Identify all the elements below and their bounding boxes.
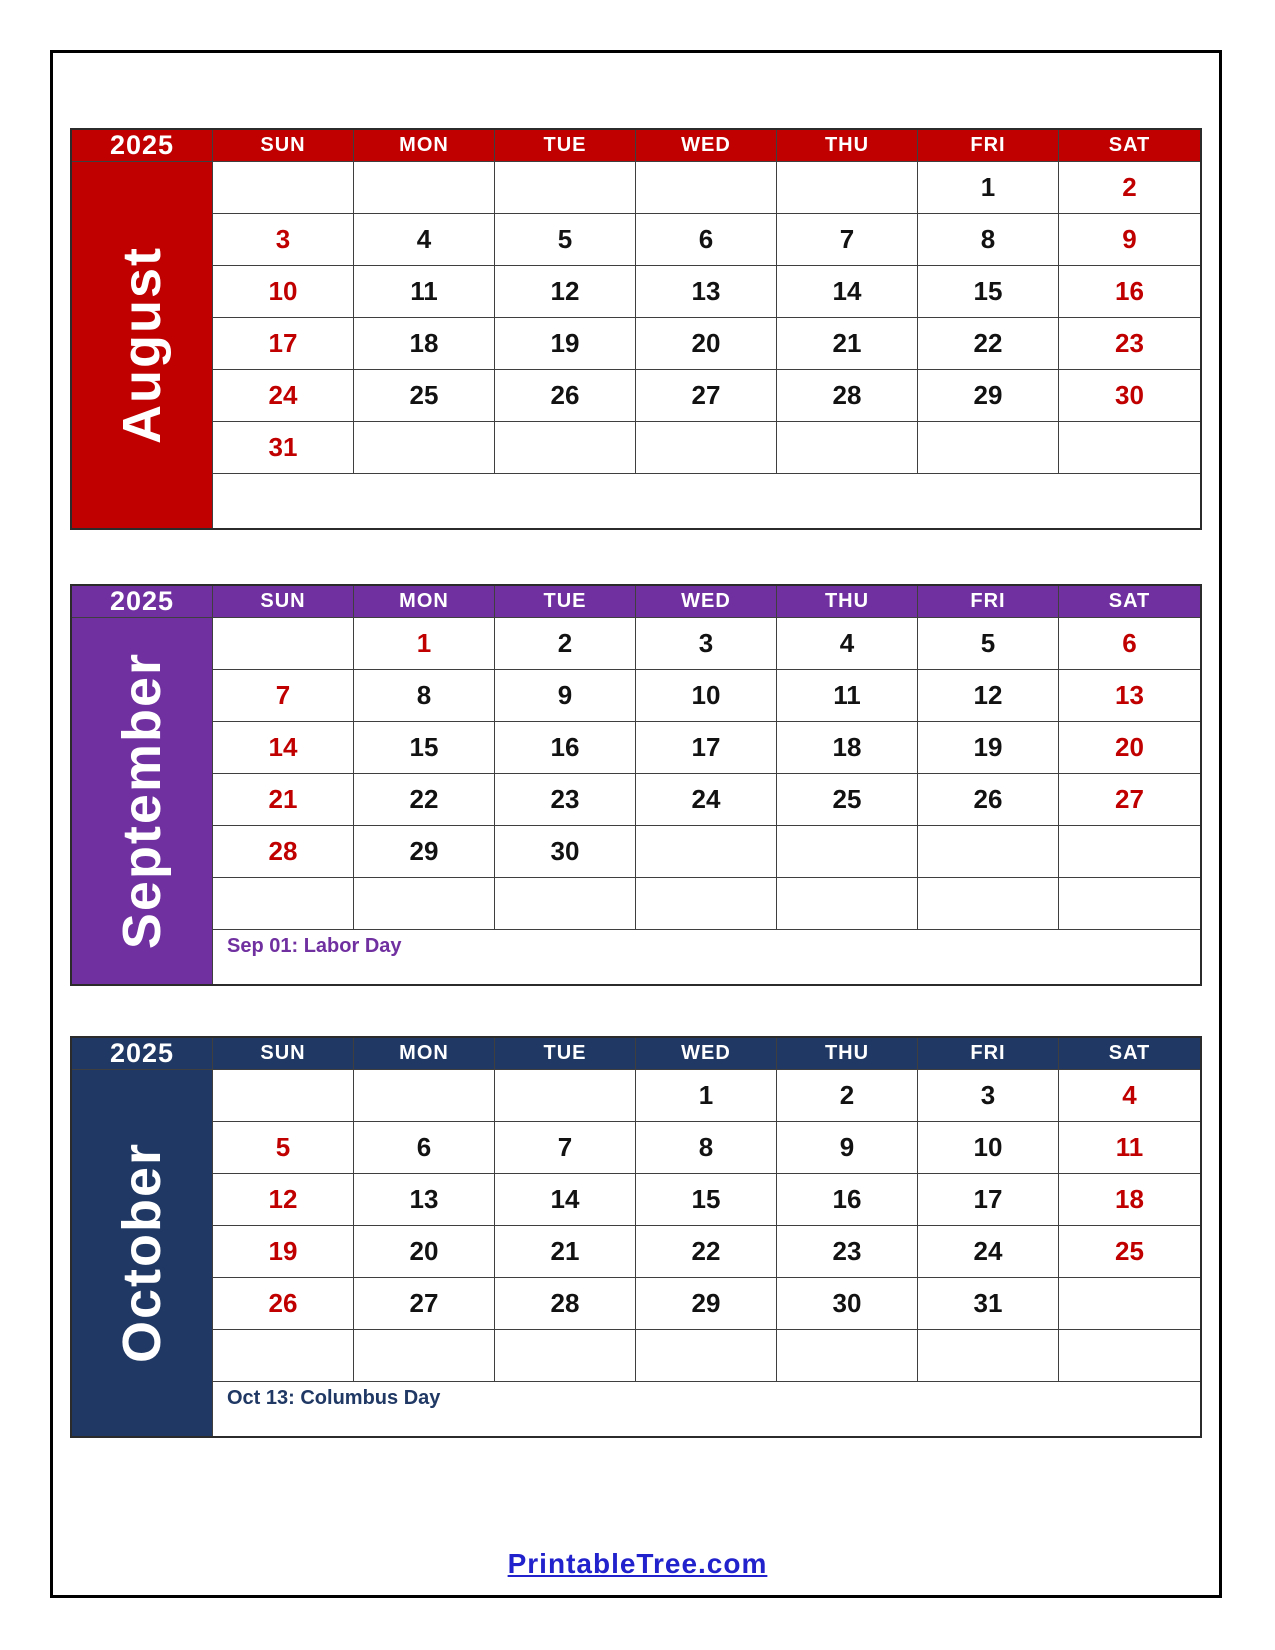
date-cell-september-25: 25 <box>777 774 918 826</box>
year-label: 2025 <box>72 130 213 162</box>
date-cell-august-24: 24 <box>213 370 354 422</box>
date-cell-empty <box>636 162 777 214</box>
day-header-wed: WED <box>636 1038 777 1070</box>
date-cell-empty <box>777 878 918 930</box>
date-cell-empty <box>777 422 918 474</box>
date-cell-empty <box>777 1330 918 1382</box>
date-cell-september-24: 24 <box>636 774 777 826</box>
date-cell-empty <box>918 878 1059 930</box>
date-cell-september-4: 4 <box>777 618 918 670</box>
footer-link[interactable]: PrintableTree.com <box>507 1548 768 1579</box>
date-cell-september-21: 21 <box>213 774 354 826</box>
date-cell-september-2: 2 <box>495 618 636 670</box>
date-cell-august-4: 4 <box>354 214 495 266</box>
day-header-fri: FRI <box>918 130 1059 162</box>
date-cell-empty <box>354 162 495 214</box>
date-cell-september-19: 19 <box>918 722 1059 774</box>
date-cell-august-26: 26 <box>495 370 636 422</box>
date-cell-august-31: 31 <box>213 422 354 474</box>
date-cell-october-1: 1 <box>636 1070 777 1122</box>
date-cell-october-8: 8 <box>636 1122 777 1174</box>
date-cell-empty <box>1059 422 1200 474</box>
date-cell-august-19: 19 <box>495 318 636 370</box>
date-cell-empty <box>495 1070 636 1122</box>
month-name-cell <box>72 1070 213 1436</box>
day-header-fri: FRI <box>918 586 1059 618</box>
date-cell-october-14: 14 <box>495 1174 636 1226</box>
date-cell-empty <box>1059 878 1200 930</box>
date-cell-august-16: 16 <box>1059 266 1200 318</box>
day-header-fri: FRI <box>918 1038 1059 1070</box>
date-cell-august-25: 25 <box>354 370 495 422</box>
date-cell-august-20: 20 <box>636 318 777 370</box>
date-cell-september-18: 18 <box>777 722 918 774</box>
date-cell-august-28: 28 <box>777 370 918 422</box>
date-cell-september-6: 6 <box>1059 618 1200 670</box>
date-cell-september-26: 26 <box>918 774 1059 826</box>
date-cell-september-20: 20 <box>1059 722 1200 774</box>
date-cell-september-15: 15 <box>354 722 495 774</box>
date-cell-october-28: 28 <box>495 1278 636 1330</box>
month-name-label: October <box>112 1142 172 1364</box>
date-cell-empty <box>1059 1330 1200 1382</box>
date-cell-august-13: 13 <box>636 266 777 318</box>
date-cell-august-21: 21 <box>777 318 918 370</box>
date-cell-october-2: 2 <box>777 1070 918 1122</box>
date-cell-october-3: 3 <box>918 1070 1059 1122</box>
date-cell-october-20: 20 <box>354 1226 495 1278</box>
month-name-label: August <box>112 246 172 444</box>
date-cell-october-19: 19 <box>213 1226 354 1278</box>
date-cell-september-1: 1 <box>354 618 495 670</box>
date-cell-september-12: 12 <box>918 670 1059 722</box>
date-cell-empty <box>636 422 777 474</box>
date-cell-september-3: 3 <box>636 618 777 670</box>
date-cell-september-17: 17 <box>636 722 777 774</box>
date-cell-september-7: 7 <box>213 670 354 722</box>
date-cell-empty <box>1059 1278 1200 1330</box>
date-cell-september-29: 29 <box>354 826 495 878</box>
day-header-mon: MON <box>354 1038 495 1070</box>
day-header-thu: THU <box>777 130 918 162</box>
year-label: 2025 <box>72 1038 213 1070</box>
date-cell-august-3: 3 <box>213 214 354 266</box>
date-cell-empty <box>354 1070 495 1122</box>
day-header-sun: SUN <box>213 1038 354 1070</box>
date-cell-empty <box>636 878 777 930</box>
date-cell-august-14: 14 <box>777 266 918 318</box>
date-cell-empty <box>213 162 354 214</box>
date-cell-october-23: 23 <box>777 1226 918 1278</box>
date-cell-empty <box>1059 826 1200 878</box>
date-cell-august-17: 17 <box>213 318 354 370</box>
date-cell-october-18: 18 <box>1059 1174 1200 1226</box>
holiday-note-row <box>213 930 1200 984</box>
date-cell-empty <box>918 422 1059 474</box>
holiday-note-row <box>213 474 1200 528</box>
date-cell-august-6: 6 <box>636 214 777 266</box>
date-cell-october-24: 24 <box>918 1226 1059 1278</box>
date-cell-august-9: 9 <box>1059 214 1200 266</box>
date-cell-september-22: 22 <box>354 774 495 826</box>
date-cell-september-5: 5 <box>918 618 1059 670</box>
day-header-mon: MON <box>354 586 495 618</box>
day-header-wed: WED <box>636 586 777 618</box>
date-cell-empty <box>918 826 1059 878</box>
date-cell-empty <box>918 1330 1059 1382</box>
date-cell-september-23: 23 <box>495 774 636 826</box>
date-cell-empty <box>213 618 354 670</box>
date-cell-october-9: 9 <box>777 1122 918 1174</box>
date-cell-september-11: 11 <box>777 670 918 722</box>
day-header-thu: THU <box>777 1038 918 1070</box>
day-header-tue: TUE <box>495 586 636 618</box>
date-cell-empty <box>495 878 636 930</box>
date-cell-august-23: 23 <box>1059 318 1200 370</box>
day-header-sat: SAT <box>1059 1038 1200 1070</box>
date-cell-october-13: 13 <box>354 1174 495 1226</box>
date-cell-october-17: 17 <box>918 1174 1059 1226</box>
date-cell-october-29: 29 <box>636 1278 777 1330</box>
date-cell-september-10: 10 <box>636 670 777 722</box>
date-cell-october-27: 27 <box>354 1278 495 1330</box>
month-block-september <box>70 584 1202 986</box>
date-cell-empty <box>636 1330 777 1382</box>
date-cell-august-27: 27 <box>636 370 777 422</box>
date-cell-empty <box>636 826 777 878</box>
date-cell-august-18: 18 <box>354 318 495 370</box>
date-cell-august-5: 5 <box>495 214 636 266</box>
date-cell-october-11: 11 <box>1059 1122 1200 1174</box>
date-cell-august-10: 10 <box>213 266 354 318</box>
date-cell-empty <box>495 162 636 214</box>
day-header-sun: SUN <box>213 586 354 618</box>
day-header-tue: TUE <box>495 130 636 162</box>
date-cell-august-8: 8 <box>918 214 1059 266</box>
day-header-tue: TUE <box>495 1038 636 1070</box>
page-footer <box>0 1548 1275 1580</box>
date-cell-september-27: 27 <box>1059 774 1200 826</box>
date-cell-empty <box>354 422 495 474</box>
day-header-thu: THU <box>777 586 918 618</box>
date-cell-october-30: 30 <box>777 1278 918 1330</box>
date-cell-october-26: 26 <box>213 1278 354 1330</box>
day-header-sat: SAT <box>1059 586 1200 618</box>
date-cell-empty <box>213 1070 354 1122</box>
date-cell-october-6: 6 <box>354 1122 495 1174</box>
date-cell-august-15: 15 <box>918 266 1059 318</box>
date-cell-september-13: 13 <box>1059 670 1200 722</box>
date-cell-august-7: 7 <box>777 214 918 266</box>
date-cell-october-15: 15 <box>636 1174 777 1226</box>
month-name-label: September <box>112 652 172 950</box>
holiday-note: Oct 13: Columbus Day <box>227 1387 441 1409</box>
date-cell-october-22: 22 <box>636 1226 777 1278</box>
date-cell-empty <box>354 878 495 930</box>
date-cell-empty <box>777 162 918 214</box>
month-name-cell <box>72 162 213 528</box>
date-cell-august-30: 30 <box>1059 370 1200 422</box>
date-cell-september-14: 14 <box>213 722 354 774</box>
date-cell-october-16: 16 <box>777 1174 918 1226</box>
holiday-note: Sep 01: Labor Day <box>227 935 402 957</box>
date-cell-october-10: 10 <box>918 1122 1059 1174</box>
day-header-mon: MON <box>354 130 495 162</box>
date-cell-empty <box>777 826 918 878</box>
day-header-wed: WED <box>636 130 777 162</box>
date-cell-october-5: 5 <box>213 1122 354 1174</box>
date-cell-august-1: 1 <box>918 162 1059 214</box>
date-cell-october-7: 7 <box>495 1122 636 1174</box>
day-header-sat: SAT <box>1059 130 1200 162</box>
date-cell-september-30: 30 <box>495 826 636 878</box>
date-cell-september-28: 28 <box>213 826 354 878</box>
date-cell-september-16: 16 <box>495 722 636 774</box>
date-cell-october-4: 4 <box>1059 1070 1200 1122</box>
date-cell-september-8: 8 <box>354 670 495 722</box>
date-cell-empty <box>354 1330 495 1382</box>
date-cell-september-9: 9 <box>495 670 636 722</box>
date-cell-august-2: 2 <box>1059 162 1200 214</box>
date-cell-august-11: 11 <box>354 266 495 318</box>
date-cell-october-21: 21 <box>495 1226 636 1278</box>
date-cell-october-25: 25 <box>1059 1226 1200 1278</box>
holiday-note-row <box>213 1382 1200 1436</box>
month-block-october <box>70 1036 1202 1438</box>
month-name-cell <box>72 618 213 984</box>
day-header-sun: SUN <box>213 130 354 162</box>
date-cell-empty <box>495 422 636 474</box>
date-cell-october-31: 31 <box>918 1278 1059 1330</box>
year-label: 2025 <box>72 586 213 618</box>
month-block-august <box>70 128 1202 530</box>
date-cell-october-12: 12 <box>213 1174 354 1226</box>
date-cell-empty <box>213 1330 354 1382</box>
date-cell-empty <box>495 1330 636 1382</box>
date-cell-empty <box>213 878 354 930</box>
date-cell-august-22: 22 <box>918 318 1059 370</box>
date-cell-august-29: 29 <box>918 370 1059 422</box>
date-cell-august-12: 12 <box>495 266 636 318</box>
